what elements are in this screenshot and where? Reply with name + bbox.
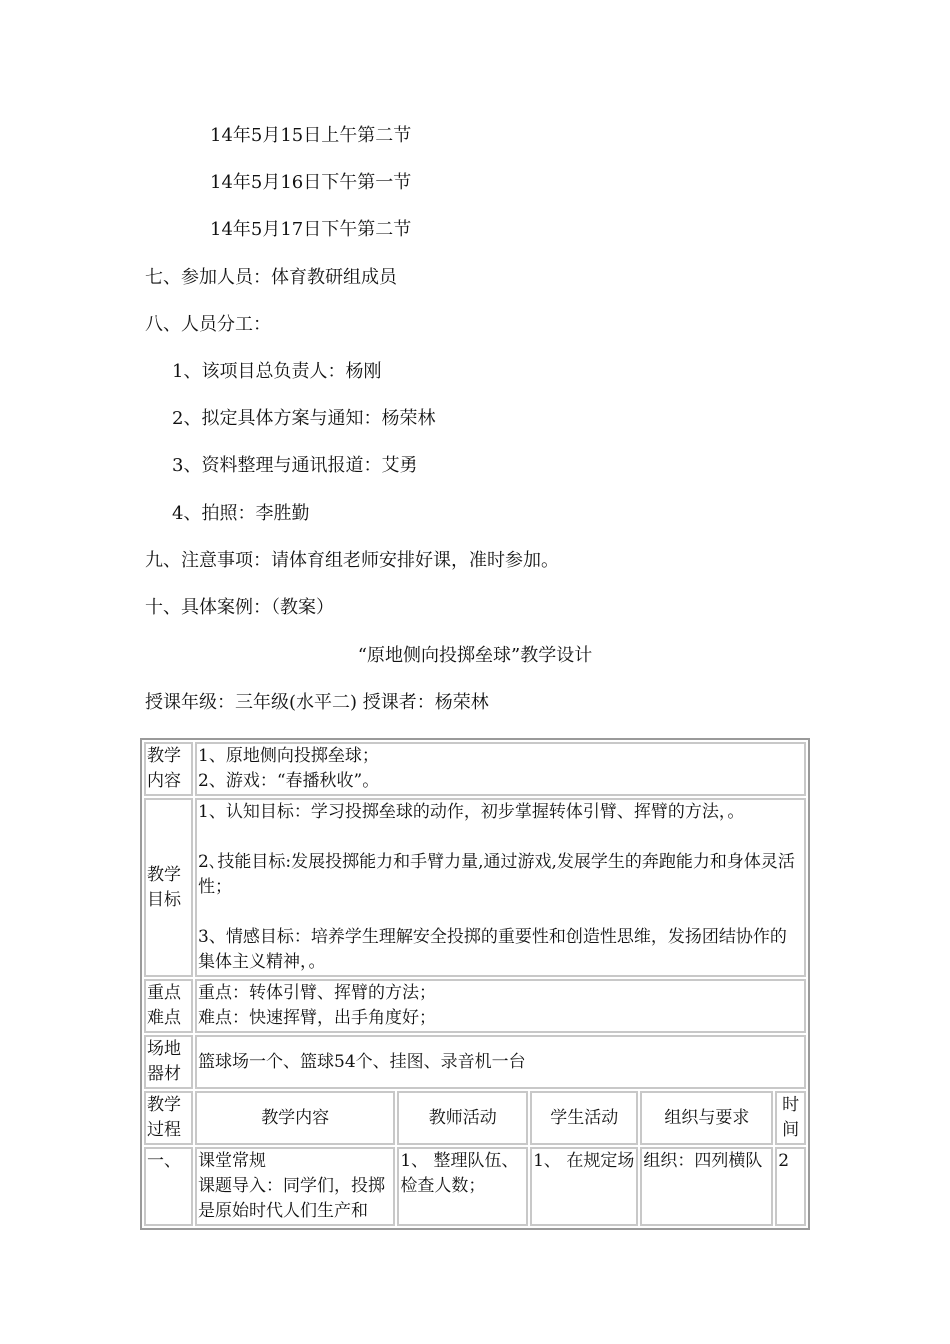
content-item: 2、游戏：“春播秋收”。 <box>198 771 380 791</box>
label-keypoints: 重点 难点 <box>144 979 193 1033</box>
label-process: 教学 过程 <box>144 1091 193 1145</box>
header-teacher: 教师活动 <box>397 1091 528 1145</box>
row-keypoints <box>144 979 806 1033</box>
assignment-item: 1、该项目总负责人：杨刚 <box>172 361 382 382</box>
assignment-item: 3、资料整理与通讯报道：艾勇 <box>172 455 418 476</box>
lesson-plan-table <box>140 738 810 1230</box>
goal-cognitive: 1、认知目标：学习投掷垒球的动作，初步掌握转体引臂、挥臂的方法，。 <box>198 802 745 822</box>
keypoint-item: 重点：转体引臂、挥臂的方法； <box>198 983 437 1003</box>
content-cell <box>195 742 806 796</box>
header-content: 教学内容 <box>195 1091 395 1145</box>
goals-cell <box>195 798 806 977</box>
row-goals <box>144 798 806 977</box>
section-case-heading: 十、具体案例：（教案） <box>145 597 334 618</box>
venue-cell: 篮球场一个、篮球54个、挂图、录音机一台 <box>195 1035 806 1089</box>
label-venue: 场地 器材 <box>144 1035 193 1089</box>
label-content: 教学 内容 <box>144 742 193 796</box>
table-row <box>144 1147 806 1226</box>
grade-line: 授课年级：三年级(水平二) 授课者：杨荣林 <box>145 692 489 713</box>
section-assignments-heading: 八、人员分工： <box>145 314 271 335</box>
content-item: 1、原地侧向投掷垒球； <box>198 746 379 766</box>
goal-affective: 3、情感目标：培养学生理解安全投掷的重要性和创造性思维，发扬团结协作的集体主义精神，。 <box>198 927 787 972</box>
row-student-cell: 1、 在规定场 <box>530 1147 638 1226</box>
schedule-line-1: 14年5月15日上午第二节 <box>210 125 412 146</box>
plan-title: “原地侧向投掷垒球”教学设计 <box>357 645 593 666</box>
keypoints-cell <box>195 979 806 1033</box>
row-time-cell: 2 <box>775 1147 806 1226</box>
row-venue <box>144 1035 806 1089</box>
header-student: 学生活动 <box>530 1091 638 1145</box>
assignment-item: 2、拟定具体方案与通知：杨荣林 <box>172 408 436 429</box>
row-org-cell: 组织：四列横队 <box>640 1147 773 1226</box>
step-number: 一、 <box>144 1147 193 1226</box>
row-content-cell: 课堂常规 课题导入：同学们，投掷是原始时代人们生产和 <box>195 1147 395 1226</box>
row-content <box>144 742 806 796</box>
section-notes: 九、注意事项：请体育组老师安排好课，准时参加。 <box>145 550 559 571</box>
goal-skill: 2､技能目标:发展投掷能力和手臂力量,通过游戏,发展学生的奔跑能力和身体灵活性； <box>198 852 795 897</box>
header-org: 组织与要求 <box>640 1091 773 1145</box>
header-time: 时间 <box>775 1091 806 1145</box>
label-goals: 教学 目标 <box>144 798 193 977</box>
row-process-header <box>144 1091 806 1145</box>
row-teacher-cell: 1、 整理队伍、检查人数； <box>397 1147 528 1226</box>
assignment-item: 4、拍照：李胜勤 <box>172 503 310 524</box>
schedule-line-2: 14年5月16日下午第一节 <box>210 172 412 193</box>
keypoint-item: 难点：快速挥臂，出手角度好； <box>198 1008 437 1028</box>
section-participants: 七、参加人员：体育教研组成员 <box>145 267 397 288</box>
schedule-line-3: 14年5月17日下午第二节 <box>210 219 412 240</box>
